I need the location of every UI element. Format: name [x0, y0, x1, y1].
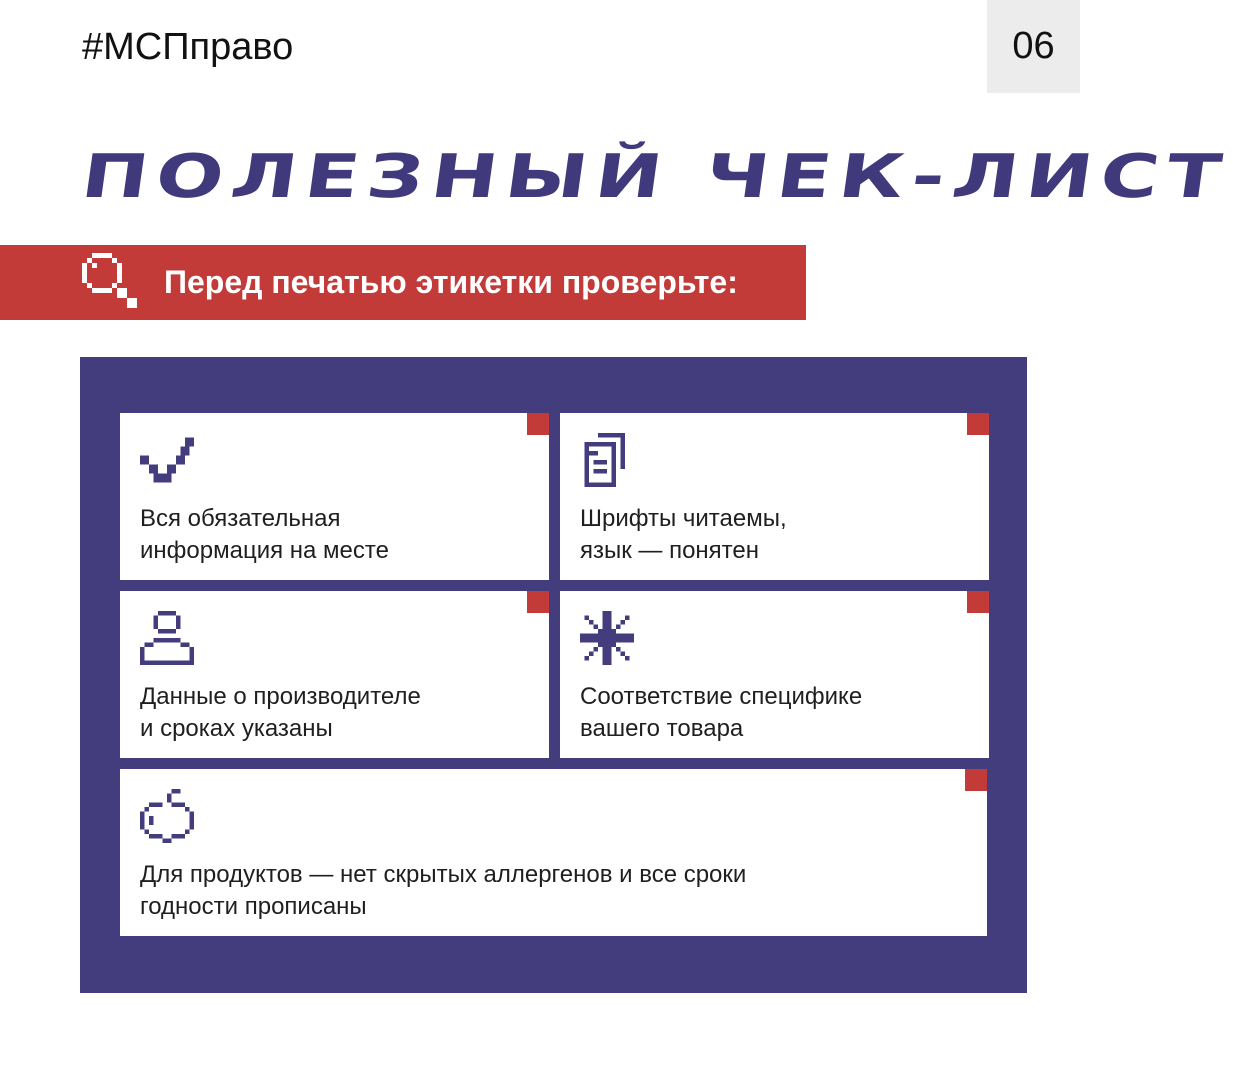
corner-marker [967, 591, 989, 613]
corner-marker [527, 591, 549, 613]
checklist-card-text [140, 681, 421, 745]
card-line: Данные о производителе [140, 683, 421, 710]
checklist-card-food [120, 769, 987, 936]
checklist-card-fonts [560, 413, 989, 580]
card-line: язык — понятен [580, 537, 760, 564]
banner-text: Перед печатью этикетки проверьте: [164, 264, 738, 300]
checklist-card-manufacturer [120, 591, 549, 758]
card-line: Для продуктов — нет скрытых аллергенов и все сроки [140, 861, 747, 888]
apple-icon [140, 789, 194, 843]
card-line: информация на месте [140, 537, 389, 564]
corner-marker [967, 413, 989, 435]
checklist-card-info [120, 413, 549, 580]
card-line: Соответствие специфике [580, 683, 863, 710]
checklist-panel [80, 357, 1027, 993]
sparkle-icon [580, 611, 634, 665]
card-line: Вся обязательная [140, 505, 341, 532]
card-line: Шрифты читаемы, [580, 505, 787, 532]
card-line: годности прописаны [140, 893, 367, 920]
person-icon [140, 611, 194, 665]
card-line: вашего товара [580, 715, 744, 742]
checklist-card-specifics [560, 591, 989, 758]
corner-marker [965, 769, 987, 791]
page-number: 06 [987, 0, 1080, 93]
page-title: ПОЛЕЗНЫЙ ЧЕК-ЛИСТ [77, 142, 1233, 212]
checkmark-icon [140, 433, 194, 487]
checklist-card-text [580, 503, 787, 567]
corner-marker [527, 413, 549, 435]
documents-icon [580, 433, 634, 487]
checklist-card-text [580, 681, 862, 745]
card-line: и сроках указаны [140, 715, 333, 742]
checklist-card-text [140, 503, 389, 567]
magnifier-icon [82, 253, 142, 313]
section-banner [0, 245, 806, 320]
hashtag: #МСПправо [82, 26, 294, 68]
checklist-card-text [140, 859, 746, 923]
